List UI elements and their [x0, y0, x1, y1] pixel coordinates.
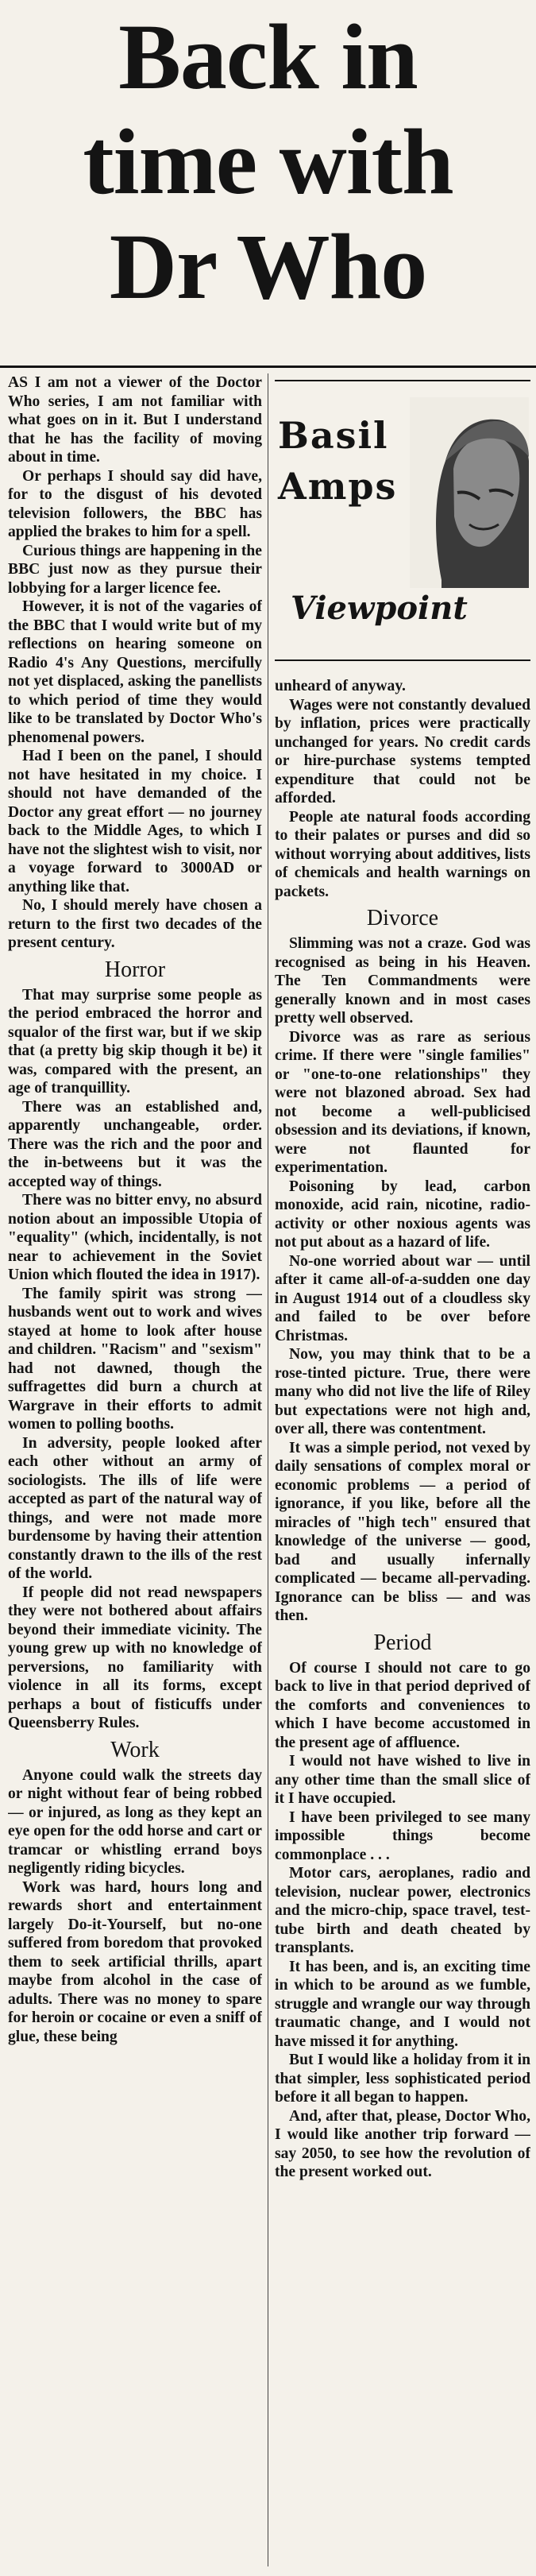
- paragraph: The family spirit was strong — husbands went out to work and wives stayed at home to look after house and children. "Racism" and "sexism" had not dawned, though the suffragettes did burn a church at Wargrave in their efforts to admit women to polling booths.: [8, 1285, 262, 1433]
- headline: [0, 5, 536, 319]
- paragraph: Anyone could walk the streets day or night without fear of being robbed — or injured, as long as they kept an eye open for the odd horse and cart or tramcar or whistling errand boys negligently riding bicycles.: [8, 1766, 262, 1877]
- paragraph: It was a simple period, not vexed by daily sensations of complex moral or economic problems — a period of ignorance, if you like, before all the miracles of "high tech" ensured that knowledge of the universe — good, bad and usually infernally complicated — became all-pervading. Ignorance can be bliss — and was then.: [275, 1439, 530, 1624]
- paragraph: Curious things are happening in the BBC just now as they pursue their lobbying for a larger licence fee.: [8, 542, 262, 597]
- paragraph: Divorce was as rare as serious crime. If there were "single families" or "one-to-one relationships" they were not blazoned abroad. Sex had not become a well-publicised obsession and its deviations, if known, were not flaunted for experimentation.: [275, 1028, 530, 1176]
- paragraph: Work was hard, hours long and rewards short and entertainment largely Do-it-Yourself, but no-one suffered from boredom that provoked them to seek artificial thrills, apart maybe from alcohol in the case of adults. There was no money to spare for heroin or cocaine or even a sniff of glue, these being: [8, 1878, 262, 2045]
- paragraph: If people did not read newspapers they were not bothered about affairs beyond their immediate vicinity. The young grew up with no knowledge of perversions, no familiarity with violence in all its forms, except perhaps a bout of fisticuffs under Queensberry Rules.: [8, 1584, 262, 1731]
- paragraph: Or perhaps I should say did have, for to the disgust of his devoted television followers, the BBC has applied the brakes to him for a spell.: [8, 467, 262, 540]
- subhead-period: Period: [373, 1630, 432, 1655]
- paragraph: People ate natural foods according to their palates or purses and did so without worrying about additives, lists of chemicals and health warnings on packets.: [275, 808, 530, 900]
- paragraph: In adversity, people looked after each other without an army of sociologists. The ills of life were accepted as part of the natural way of things, and were not made more burdensome by having their attention constantly drawn to the ills of the rest of the world.: [8, 1434, 262, 1582]
- paragraph: unheard of anyway.: [275, 678, 406, 694]
- byline-name: [278, 410, 413, 512]
- paragraph: There was an established and, apparently unchangeable, order. There was the rich and the poor and the in-betweens but it was the accepted way of things.: [8, 1098, 262, 1190]
- right-column: [275, 677, 530, 2572]
- paragraph: Of course I should not care to go back to live in that period deprived of the comforts and conveniences to which I have become accustomed in the present age of affluence.: [275, 1659, 530, 1751]
- paragraph: No-one worried about war — until after it came all-of-a-sudden one day in August 1914 out of a cloudless sky and failed to be over before Christmas.: [275, 1252, 530, 1344]
- paragraph: No, I should merely have chosen a return to the first two decades of the present century.: [8, 897, 262, 951]
- byline-first-name: Basil: [278, 414, 389, 457]
- paragraph: That may surprise some people as the period embraced the horror and squalor of the first war, but if we skip that (a pretty big skip though it be) it was, compared with the present, an age of tranquillity.: [8, 986, 262, 1097]
- headline-rule: [0, 366, 536, 368]
- paragraph: It has been, and is, an exciting time in which to be around as we fumble, struggle and wrangle our way through traumatic change, and I would not have missed it for anything.: [275, 1958, 530, 2050]
- paragraph: Wages were not constantly devalued by inflation, prices were practically unchanged for years. No credit cards or hire-purchase systems tempted expenditure that could not be afforded.: [275, 696, 530, 806]
- paragraph: There was no bitter envy, no absurd notion about an impossible Utopia of "equality" (which, incidentally, is not near to achievement in the Soviet Union which flouted the idea in 1917).: [8, 1192, 262, 1283]
- paragraph: Slimming was not a craze. God was recognised as being in his Heaven. The Ten Commandments were generally known and in most cases pretty well observed.: [275, 935, 530, 1027]
- viewpoint-label: Viewpoint: [291, 590, 468, 627]
- paragraph: Motor cars, aeroplanes, radio and television, nuclear power, electronics and the micro-chip, space travel, test-tube birth and death cheated by transplants.: [275, 1865, 530, 1956]
- paragraph: But I would like a holiday from it in that simpler, less sophisticated period before it all began to happen.: [275, 2052, 530, 2106]
- left-column: [8, 373, 262, 2566]
- paragraph: Poisoning by lead, carbon monoxide, acid rain, nicotine, radio-activity or other noxious agents was not put about as a hazard of life.: [275, 1178, 530, 1251]
- headline-line-1: Back in: [118, 5, 418, 109]
- paragraph: I would not have wished to live in any other time than the small slice of it I have occupied.: [275, 1753, 530, 1807]
- paragraph: Now, you may think that to be a rose-tinted picture. True, there were many who did not live the life of Riley but expectations were not high and, over all, there was contentment.: [275, 1346, 530, 1437]
- headline-line-2: time with: [83, 110, 453, 214]
- paragraph: I have been privileged to see many impossible things become commonplace . . .: [275, 1808, 530, 1863]
- paragraph: AS I am not a viewer of the Doctor Who series, I am not familiar with what goes on in it. But I understand that he has the facility of moving about in time.: [8, 374, 262, 466]
- paragraph: However, it is not of the vagaries of the BBC that I would write but of my reflections on hearing someone on Radio 4's Any Questions, mercifully not yet displaced, asking the panellists to which period of time they would like to be translated by Doctor Who's phenomenal powers.: [8, 598, 262, 746]
- author-portrait: [410, 397, 529, 588]
- byline-last-name: Amps: [278, 465, 398, 508]
- subhead-horror: Horror: [104, 957, 166, 982]
- paragraph: Had I been on the panel, I should not have hesitated in my choice. I should not have demanded of the Doctor any great effort — no journey back to the Middle Ages, to which I have not the slightest wish to visit, nor a voyage forward to 3000AD or anything like that.: [8, 748, 262, 895]
- subhead-divorce: Divorce: [366, 906, 439, 930]
- byline-box: [275, 380, 530, 661]
- subhead-work: Work: [110, 1737, 160, 1762]
- paragraph: And, after that, please, Doctor Who, I would like another trip forward — say 2050, to see how the revolution of the present worked out.: [275, 2107, 530, 2180]
- headline-line-3: Dr Who: [109, 215, 427, 319]
